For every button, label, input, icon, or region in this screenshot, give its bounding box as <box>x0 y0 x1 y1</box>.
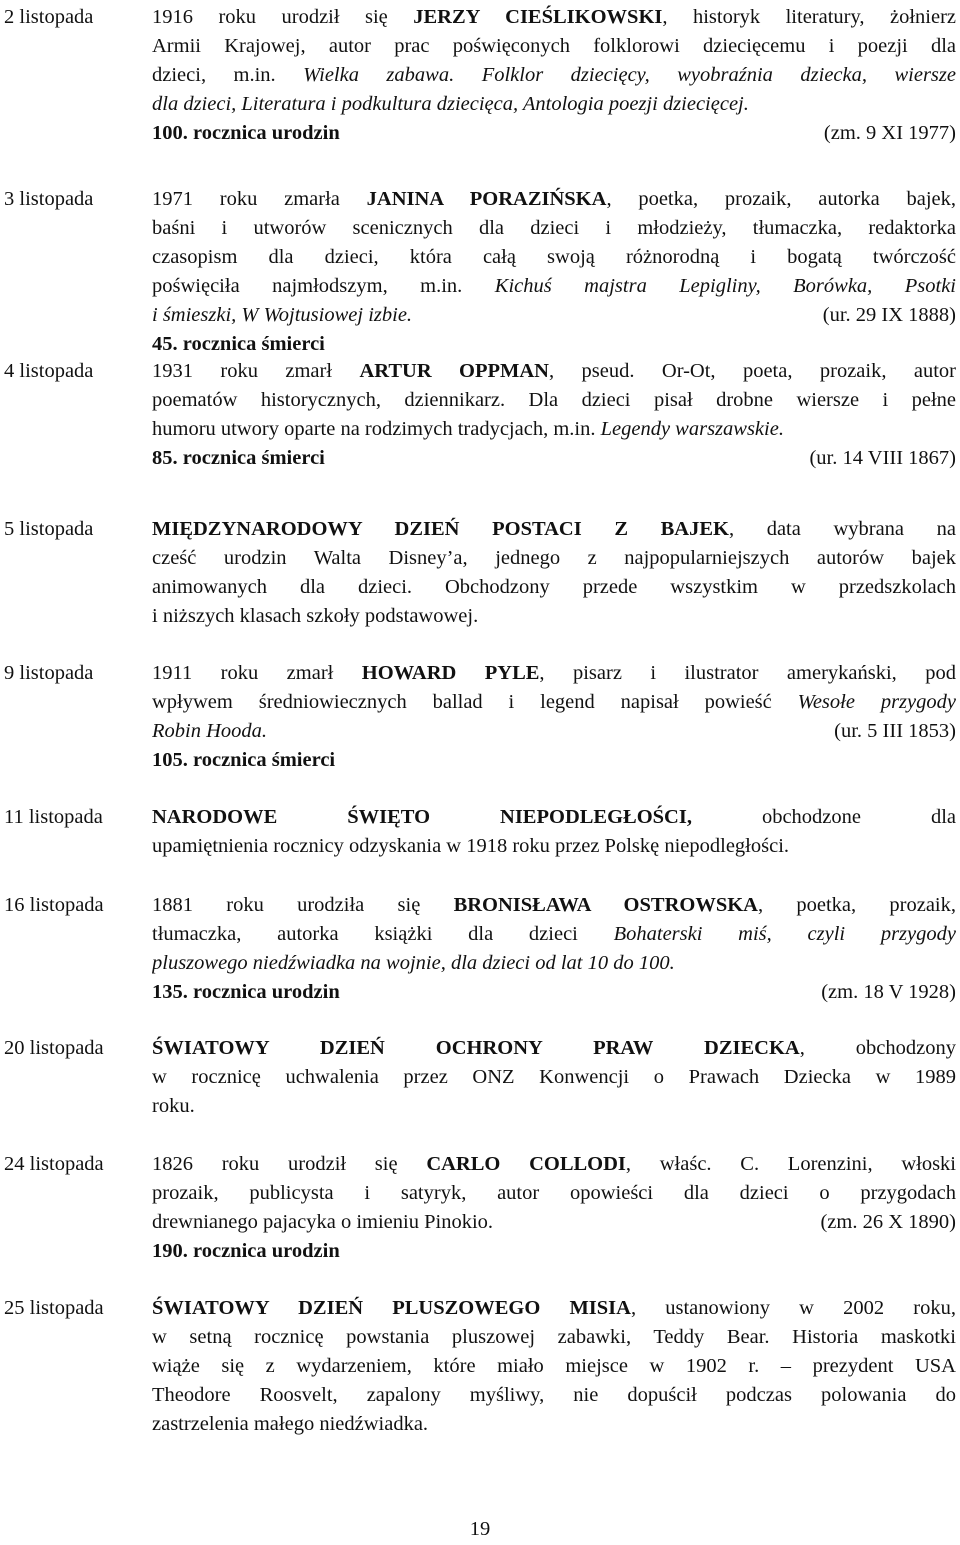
bold-text: 85. rocznica śmierci <box>152 447 325 469</box>
entry-description <box>152 357 956 473</box>
bold-text: JANINA PORAZIŃSKA <box>366 188 607 210</box>
entry-date: 5 listopada <box>4 518 94 540</box>
text: zastrzelenia małego niedźwiadka. <box>152 1413 429 1435</box>
text: obchodzone dla <box>691 806 956 828</box>
text-line <box>152 659 956 688</box>
text: upamiętnienia rocznicy odzyskania w 1918 roku przez Polskę niepodległości. <box>152 835 790 857</box>
entry-description <box>152 803 956 861</box>
text-line <box>152 1381 956 1410</box>
text: , pisarz i ilustrator amerykański, pod <box>539 662 956 684</box>
line-left <box>152 717 267 746</box>
text-line <box>152 1410 956 1439</box>
entry-description <box>152 1150 956 1266</box>
text: drewnianego pajacyka o imieniu Pinokio. <box>152 1211 494 1233</box>
text: , data wybrana na <box>728 518 956 540</box>
text-line <box>152 444 956 473</box>
death-birth-note <box>809 444 956 473</box>
title-text: pluszowego niedźwiadka na wojnie, dla dzieci od lat 10 do 100. <box>152 952 675 974</box>
text-line <box>152 3 956 32</box>
entry-description <box>152 515 956 631</box>
entry-date: 11 listopada <box>4 806 103 828</box>
text-line <box>152 544 956 573</box>
entry-description <box>152 1034 956 1121</box>
text-line <box>152 1034 956 1063</box>
death-birth-note <box>823 301 956 330</box>
text: prozaik, publicysta i satyryk, autor opowieści dla dzieci o przygodach <box>152 1182 956 1204</box>
text: baśni i utworów scenicznych dla dzieci i młodzieży, tłumaczka, redaktorka <box>152 217 956 239</box>
text-line <box>152 891 956 920</box>
entry-date: 20 listopada <box>4 1037 104 1059</box>
text: 1931 roku zmarł <box>152 360 360 382</box>
title-text: Legendy warszawskie. <box>600 418 784 440</box>
text-line <box>152 978 956 1007</box>
text-line <box>152 386 956 415</box>
text: , pseud. Or-Ot, poeta, prozaik, autor <box>549 360 956 382</box>
entry-date: 4 listopada <box>4 360 94 382</box>
text: 1881 roku urodziła się <box>152 894 454 916</box>
text-line <box>152 1352 956 1381</box>
text-line <box>152 243 956 272</box>
text-line <box>152 832 956 861</box>
text-line <box>152 1294 956 1323</box>
text-line <box>152 1323 956 1352</box>
title-text: Wesołe przygody <box>797 691 956 713</box>
bold-text: CARLO COLLODI <box>426 1153 626 1175</box>
entry-description <box>152 659 956 775</box>
entry-description <box>152 3 956 148</box>
text-line <box>152 185 956 214</box>
text: , obchodzony <box>799 1037 956 1059</box>
text-line <box>152 119 956 148</box>
title-text: dla dzieci, Literatura i podkultura dziecięca, Antologia poezji dziecięcej. <box>152 93 749 115</box>
title-text: Robin Hooda. <box>152 720 268 742</box>
bold-text: HOWARD PYLE <box>361 662 540 684</box>
text-line <box>152 357 956 386</box>
bold-text: BRONISŁAWA OSTROWSKA <box>453 894 758 916</box>
text-line <box>152 920 956 949</box>
entry-date: 3 listopada <box>4 188 94 210</box>
death-birth-note <box>834 717 956 746</box>
text: animowanych dla dzieci. Obchodzony przede wszystkim w przedszkolach <box>152 576 956 598</box>
title-text: Wielka zabawa. Folklor dziecięcy, wyobraźnia dziecka, wiersze <box>303 64 956 86</box>
bold-text: ŚWIATOWY DZIEŃ OCHRONY PRAW DZIECKA <box>152 1037 800 1059</box>
text: (ur. 14 VIII 1867) <box>809 447 956 469</box>
text-line <box>152 949 956 978</box>
text: tłumaczka, autorka książki dla dzieci <box>152 923 614 945</box>
text-line <box>152 272 956 301</box>
death-birth-note <box>824 119 956 148</box>
text: (zm. 18 V 1928) <box>821 981 956 1003</box>
text-line <box>152 214 956 243</box>
line-left <box>152 978 340 1007</box>
death-birth-note <box>821 978 956 1007</box>
text-line <box>152 1063 956 1092</box>
text: (zm. 9 XI 1977) <box>823 122 956 144</box>
text-line <box>152 1092 956 1121</box>
text: w rocznicę uchwalenia przez ONZ Konwencji o Prawach Dziecka w 1989 <box>152 1066 956 1088</box>
text: Armii Krajowej, autor prac poświęconych folklorowi dziecięcemu i poezji dla <box>152 35 956 57</box>
bold-text: 105. rocznica śmierci <box>152 749 336 771</box>
text-line <box>152 330 956 359</box>
text: poświęciła najmłodszym, m.in. <box>152 275 495 297</box>
text: poematów historycznych, dziennikarz. Dla dzieci pisał drobne wiersze i pełne <box>152 389 956 411</box>
title-text: i śmieszki, W Wojtusiowej izbie. <box>152 304 413 326</box>
line-left <box>152 444 325 473</box>
text-line <box>152 688 956 717</box>
text-line <box>152 32 956 61</box>
bold-text: ARTUR OPPMAN <box>359 360 549 382</box>
bold-text: MIĘDZYNARODOWY DZIEŃ POSTACI Z BAJEK <box>152 518 729 540</box>
text-line <box>152 573 956 602</box>
entry-date: 9 listopada <box>4 662 94 684</box>
text: 1911 roku zmarł <box>152 662 362 684</box>
text-line <box>152 90 956 119</box>
text-line <box>152 1208 956 1237</box>
text: , poetka, prozaik, <box>757 894 956 916</box>
entry-date: 25 listopada <box>4 1297 104 1319</box>
text-line <box>152 415 956 444</box>
text: , właśc. C. Lorenzini, włoski <box>625 1153 956 1175</box>
text: humoru utwory oparte na rodzimych tradycjach, m.in. <box>152 418 601 440</box>
title-text: Bohaterski miś, czyli przygody <box>613 923 956 945</box>
bold-text: JERZY CIEŚLIKOWSKI <box>413 6 663 28</box>
text: cześć urodzin Walta Disney’a, jednego z najpopularniejszych autorów bajek <box>152 547 956 569</box>
text: w setną rocznicę powstania pluszowej zabawki, Teddy Bear. Historia maskotki <box>152 1326 956 1348</box>
entry-description <box>152 891 956 1007</box>
title-text: Kichuś majstra Lepigliny, Borówka, Psotki <box>494 275 956 297</box>
bold-text: NARODOWE ŚWIĘTO NIEPODLEGŁOŚCI, <box>152 806 692 828</box>
text: (zm. 26 X 1890) <box>820 1211 956 1233</box>
line-left <box>152 119 340 148</box>
text-line <box>152 746 956 775</box>
text-line <box>152 301 956 330</box>
page-number: 19 <box>469 1518 491 1540</box>
line-left <box>152 301 412 330</box>
text: 1971 roku zmarła <box>152 188 367 210</box>
text: i niższych klasach szkoły podstawowej. <box>152 605 479 627</box>
text: (ur. 29 IX 1888) <box>822 304 956 326</box>
entry-date: 16 listopada <box>4 894 104 916</box>
bold-text: 135. rocznica urodzin <box>152 981 340 1003</box>
text-line <box>152 1237 956 1266</box>
entry-description <box>152 1294 956 1439</box>
text: dzieci, m.in. <box>152 64 304 86</box>
bold-text: 45. rocznica śmierci <box>152 333 325 355</box>
line-left <box>152 1208 493 1237</box>
entry-description <box>152 185 956 359</box>
text: (ur. 5 III 1853) <box>834 720 956 742</box>
bold-text: 190. rocznica urodzin <box>152 1240 340 1262</box>
text: , poetka, prozaik, autorka bajek, <box>606 188 956 210</box>
entry-date: 24 listopada <box>4 1153 104 1175</box>
text-line <box>152 515 956 544</box>
text: 1826 roku urodził się <box>152 1153 427 1175</box>
death-birth-note <box>820 1208 956 1237</box>
text: wpływem średniowiecznych ballad i legend napisał powieść <box>152 691 798 713</box>
text-line <box>152 1179 956 1208</box>
text: roku. <box>152 1095 195 1117</box>
text: wiąże się z wydarzeniem, które miało miejsce w 1902 r. – prezydent USA <box>152 1355 956 1377</box>
text: 1916 roku urodził się <box>152 6 414 28</box>
entry-date: 2 listopada <box>4 6 94 28</box>
text-line <box>152 1150 956 1179</box>
text-line <box>152 717 956 746</box>
bold-text: ŚWIATOWY DZIEŃ PLUSZOWEGO MISIA <box>152 1297 631 1319</box>
text: , ustanowiony w 2002 roku, <box>630 1297 956 1319</box>
text: czasopism dla dzieci, która całą swoją różnorodną i bogatą twórczość <box>152 246 956 268</box>
text-line <box>152 61 956 90</box>
text-line <box>152 602 956 631</box>
text-line <box>152 803 956 832</box>
bold-text: 100. rocznica urodzin <box>152 122 340 144</box>
text: , historyk literatury, żołnierz <box>662 6 956 28</box>
text: Theodore Roosvelt, zapalony myśliwy, nie dopuścił podczas polowania do <box>152 1384 956 1406</box>
